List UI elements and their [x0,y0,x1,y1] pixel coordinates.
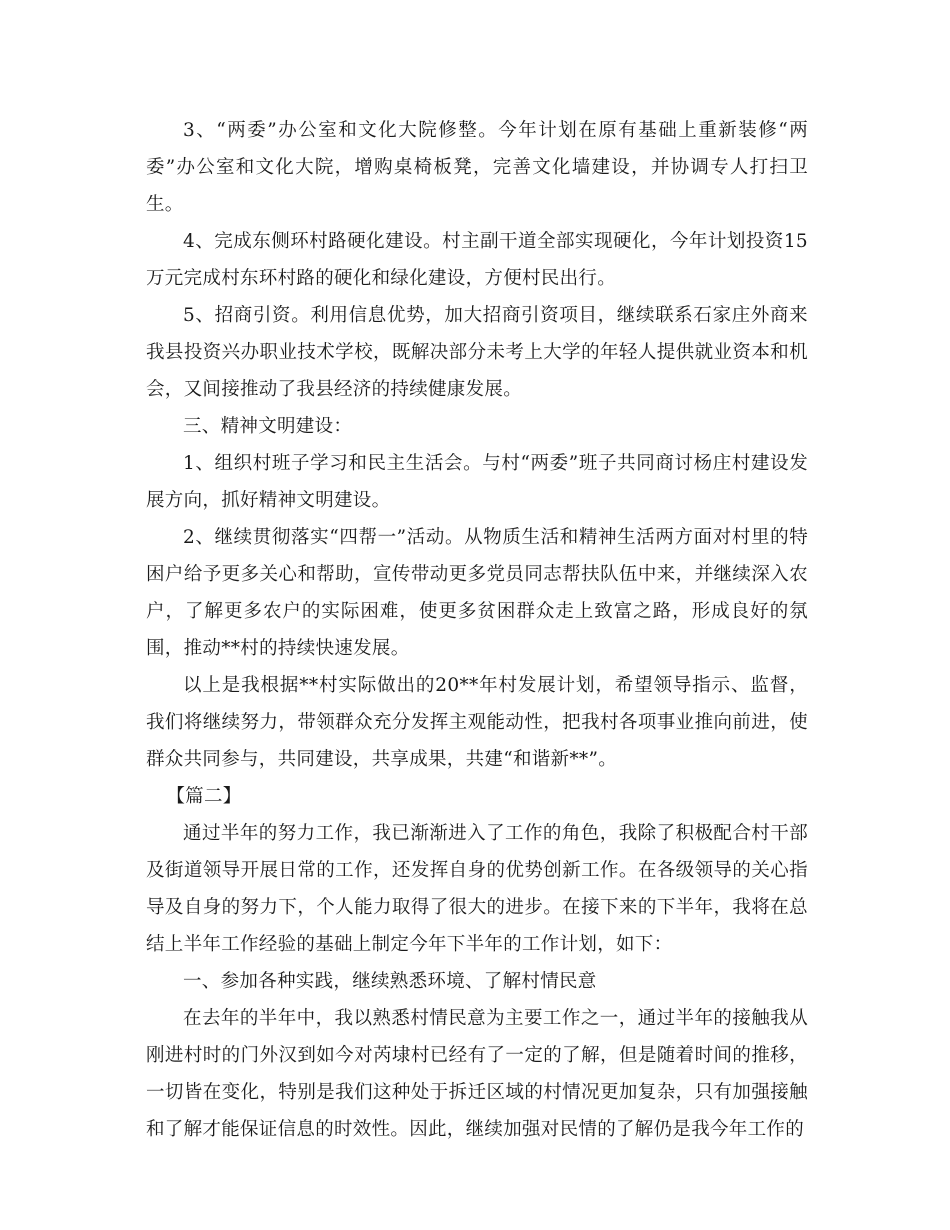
paragraph-conclusion: 以上是我根据**村实际做出的20**年村发展计划，希望领导指示、监督，我们将继续努力，带领群众充分发挥主观能动性，把我村各项事业推向前进，使群众共同参与，共同建设，共享成果，共建“和谐新**”。 [146,675,808,770]
paragraph-intro-half-year: 通过半年的努力工作，我已渐渐进入了工作的角色，我除了积极配合村干部及街道领导开展日常的工作，还发挥自身的优势创新工作。在各级领导的关心指导及自身的努力下，个人能力取得了很大的进步。在接下来的下半年，我将在总结上半年工作经验的基础上制定今年下半年的工作计划，如下： [146,823,808,955]
paragraph-item-3-renovation: 3、“两委”办公室和文化大院修整。今年计划在原有基础上重新装修“两委”办公室和文化大院，增购桌椅板凳，完善文化墙建设，并协调专人打扫卫生。 [146,120,808,215]
paragraph-item-5-investment: 5、招商引资。利用信息优势，加大招商引资项目，继续联系石家庄外商来我县投资兴办职业技术学校，既解决部分未考上大学的年轻人提供就业资本和机会，又间接推动了我县经济的持续健康发展。 [146,305,808,400]
section-heading-practice: 一、参加各种实践，继续熟悉环境、了解村情民意 [183,971,597,992]
document-body [146,112,808,1148]
section-heading-spiritual-civilization: 三、精神文明建设： [183,416,353,437]
paragraph-item-4-road: 4、完成东侧环村路硬化建设。村主副干道全部实现硬化，今年计划投资15万元完成村东环村路的硬化和绿化建设，方便村民出行。 [146,231,808,289]
paragraph-item-1-study: 1、组织村班子学习和民主生活会。与村“两委”班子共同商讨杨庄村建设发展方向，抓好精神文明建设。 [146,453,808,511]
paragraph-village-knowledge: 在去年的半年中，我以熟悉村情民意为主要工作之一，通过半年的接触我从刚进村时的门外汉到如今对芮埭村已经有了一定的了解，但是随着时间的推移，一切皆在变化，特别是我们这种处于拆迁区域的村情况更加复杂，只有加强接触和了解才能保证信息的时效性。因此，继续加强对民情的了解仍是我今年工作的 [146,1008,808,1140]
paragraph-item-2-help: 2、继续贯彻落实“四帮一”活动。从物质生活和精神生活两方面对村里的特困户给予更多关心和帮助，宣传带动更多党员同志帮扶队伍中来，并继续深入农户，了解更多农户的实际困难，使更多贫困群众走上致富之路，形成良好的氛围，推动**村的持续快速发展。 [146,527,808,659]
chapter-heading-part-two: 【篇二】 [166,786,242,807]
